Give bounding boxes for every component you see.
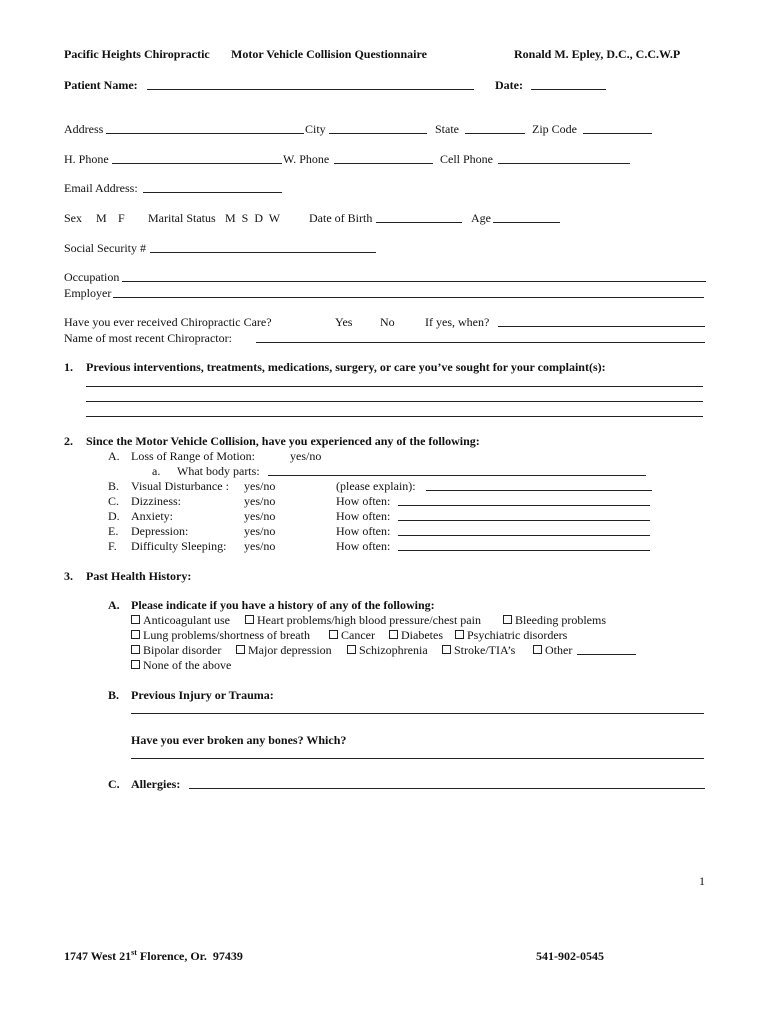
q2-b-field[interactable]: [426, 490, 652, 491]
q1-line-3[interactable]: [86, 416, 703, 417]
page-number: 1: [699, 874, 705, 888]
address-field[interactable]: [106, 133, 304, 134]
patient-name-field[interactable]: [147, 89, 474, 90]
checkbox-icon[interactable]: [347, 645, 356, 654]
q2-b-letter: B.: [108, 479, 120, 493]
q2-a-sub-letter: a.: [152, 464, 161, 478]
q2-e-field[interactable]: [398, 535, 650, 536]
q2-text: Since the Motor Vehicle Collision, have you experienced any of the following:: [86, 434, 480, 448]
footer-phone: 541-902-0545: [536, 949, 604, 963]
q2-a-yesno[interactable]: yes/no: [290, 449, 322, 463]
checkbox-icon[interactable]: [442, 645, 451, 654]
q2-d-label: Anxiety:: [131, 509, 173, 523]
allergies-field[interactable]: [189, 788, 705, 789]
q2-c-letter: C.: [108, 494, 120, 508]
checkbox-icon[interactable]: [329, 630, 338, 639]
checkbox-icon[interactable]: [389, 630, 398, 639]
sex-label: Sex: [64, 211, 82, 225]
checkbox-icon[interactable]: [503, 615, 512, 624]
home-phone-label: H. Phone: [64, 152, 109, 166]
state-label: State: [435, 122, 459, 136]
age-field[interactable]: [493, 222, 560, 223]
ssn-field[interactable]: [150, 252, 376, 253]
broken-bones-question: Have you ever broken any bones? Which?: [131, 733, 347, 747]
checkbox-icon[interactable]: [455, 630, 464, 639]
q1-line-1[interactable]: [86, 386, 703, 387]
condition-heart[interactable]: Heart problems/high blood pressure/chest pain: [245, 613, 481, 627]
q3-b-letter: B.: [108, 688, 120, 702]
city-field[interactable]: [329, 133, 427, 134]
employer-field[interactable]: [113, 297, 704, 298]
recent-chiro-label: Name of most recent Chiropractor:: [64, 331, 232, 345]
checkbox-icon[interactable]: [131, 660, 140, 669]
home-phone-field[interactable]: [112, 163, 282, 164]
q2-a-label: Loss of Range of Motion:: [131, 449, 255, 463]
q2-a-letter: A.: [108, 449, 120, 463]
q2-c-follow: How often:: [336, 494, 391, 508]
checkbox-icon[interactable]: [533, 645, 542, 654]
q2-b-follow: (please explain):: [336, 479, 416, 493]
q2-f-yesno[interactable]: yes/no: [244, 539, 276, 553]
condition-psychiatric[interactable]: Psychiatric disorders: [455, 628, 567, 642]
chiro-yes-option[interactable]: Yes: [335, 315, 353, 329]
injury-field[interactable]: [131, 713, 704, 714]
q1-number: 1.: [64, 360, 73, 374]
condition-bleeding[interactable]: Bleeding problems: [503, 613, 606, 627]
q2-b-label: Visual Disturbance :: [131, 479, 229, 493]
marital-label: Marital Status: [148, 211, 216, 225]
q2-d-follow: How often:: [336, 509, 391, 523]
condition-lung[interactable]: Lung problems/shortness of breath: [131, 628, 310, 642]
q2-e-letter: E.: [108, 524, 119, 538]
date-label: Date:: [495, 78, 523, 92]
condition-anticoagulant[interactable]: Anticoagulant use: [131, 613, 230, 627]
dob-field[interactable]: [376, 222, 462, 223]
address-label: Address: [64, 122, 104, 136]
zip-label: Zip Code: [532, 122, 577, 136]
checkbox-icon[interactable]: [245, 615, 254, 624]
q3-number: 3.: [64, 569, 73, 583]
checkbox-icon[interactable]: [131, 615, 140, 624]
condition-none[interactable]: None of the above: [131, 658, 231, 672]
marital-options[interactable]: M S D W: [225, 211, 281, 225]
body-parts-field[interactable]: [268, 475, 646, 476]
chiro-when-label: If yes, when?: [425, 315, 490, 329]
q2-f-follow: How often:: [336, 539, 391, 553]
q2-c-label: Dizziness:: [131, 494, 181, 508]
condition-other[interactable]: Other: [533, 643, 572, 657]
chiro-question: Have you ever received Chiropractic Care?: [64, 315, 272, 329]
cell-phone-label: Cell Phone: [440, 152, 493, 166]
occupation-field[interactable]: [122, 281, 706, 282]
dob-label: Date of Birth: [309, 211, 373, 225]
q3-c-letter: C.: [108, 777, 120, 791]
recent-chiro-field[interactable]: [256, 342, 705, 343]
employer-label: Employer: [64, 286, 112, 300]
form-title: Motor Vehicle Collision Questionnaire: [231, 47, 427, 61]
patient-name-label: Patient Name:: [64, 78, 138, 92]
q3-a-letter: A.: [108, 598, 120, 612]
condition-cancer[interactable]: Cancer: [329, 628, 375, 642]
sex-f-option[interactable]: F: [118, 211, 125, 225]
age-label: Age: [471, 211, 491, 225]
date-field[interactable]: [531, 89, 606, 90]
q3-a-text: Please indicate if you have a history of any of the following:: [131, 598, 435, 612]
q2-d-field[interactable]: [398, 520, 650, 521]
checkbox-icon[interactable]: [131, 630, 140, 639]
condition-other-field[interactable]: [577, 654, 636, 655]
q2-f-label: Difficulty Sleeping:: [131, 539, 227, 553]
condition-schizophrenia[interactable]: Schizophrenia: [347, 643, 428, 657]
footer-address: 1747 West 21st Florence, Or. 97439: [64, 948, 243, 963]
q2-e-label: Depression:: [131, 524, 189, 538]
cell-phone-field[interactable]: [498, 163, 630, 164]
q2-e-yesno[interactable]: yes/no: [244, 524, 276, 538]
condition-major-depression[interactable]: Major depression: [236, 643, 332, 657]
condition-bipolar[interactable]: Bipolar disorder: [131, 643, 221, 657]
condition-diabetes[interactable]: Diabetes: [389, 628, 443, 642]
occupation-label: Occupation: [64, 270, 120, 284]
email-field[interactable]: [143, 192, 282, 193]
q3-text: Past Health History:: [86, 569, 192, 583]
sex-m-option[interactable]: M: [96, 211, 107, 225]
q2-a-sub-label: What body parts:: [177, 464, 260, 478]
q2-c-yesno[interactable]: yes/no: [244, 494, 276, 508]
q2-d-letter: D.: [108, 509, 120, 523]
condition-stroke[interactable]: Stroke/TIA’s: [442, 643, 515, 657]
city-label: City: [305, 122, 326, 136]
q3-b-text: Previous Injury or Trauma:: [131, 688, 274, 702]
q2-e-follow: How often:: [336, 524, 391, 538]
q1-text: Previous interventions, treatments, medications, surgery, or care you’ve sought for your complaint(s):: [86, 360, 606, 374]
q2-f-field[interactable]: [398, 550, 650, 551]
q2-f-letter: F.: [108, 539, 117, 553]
q1-line-2[interactable]: [86, 401, 703, 402]
zip-field[interactable]: [583, 133, 652, 134]
chiro-when-field[interactable]: [498, 326, 705, 327]
state-field[interactable]: [465, 133, 525, 134]
q3-c-text: Allergies:: [131, 777, 181, 791]
work-phone-field[interactable]: [334, 163, 433, 164]
chiro-no-option[interactable]: No: [380, 315, 395, 329]
work-phone-label: W. Phone: [283, 152, 330, 166]
q2-c-field[interactable]: [398, 505, 650, 506]
q2-b-yesno[interactable]: yes/no: [244, 479, 276, 493]
practice-name: Pacific Heights Chiropractic: [64, 47, 210, 61]
q2-number: 2.: [64, 434, 73, 448]
broken-bones-field[interactable]: [131, 758, 704, 759]
checkbox-icon[interactable]: [236, 645, 245, 654]
q2-d-yesno[interactable]: yes/no: [244, 509, 276, 523]
checkbox-icon[interactable]: [131, 645, 140, 654]
email-label: Email Address:: [64, 181, 138, 195]
doctor-name: Ronald M. Epley, D.C., C.C.W.P: [514, 47, 681, 61]
ssn-label: Social Security #: [64, 241, 146, 255]
